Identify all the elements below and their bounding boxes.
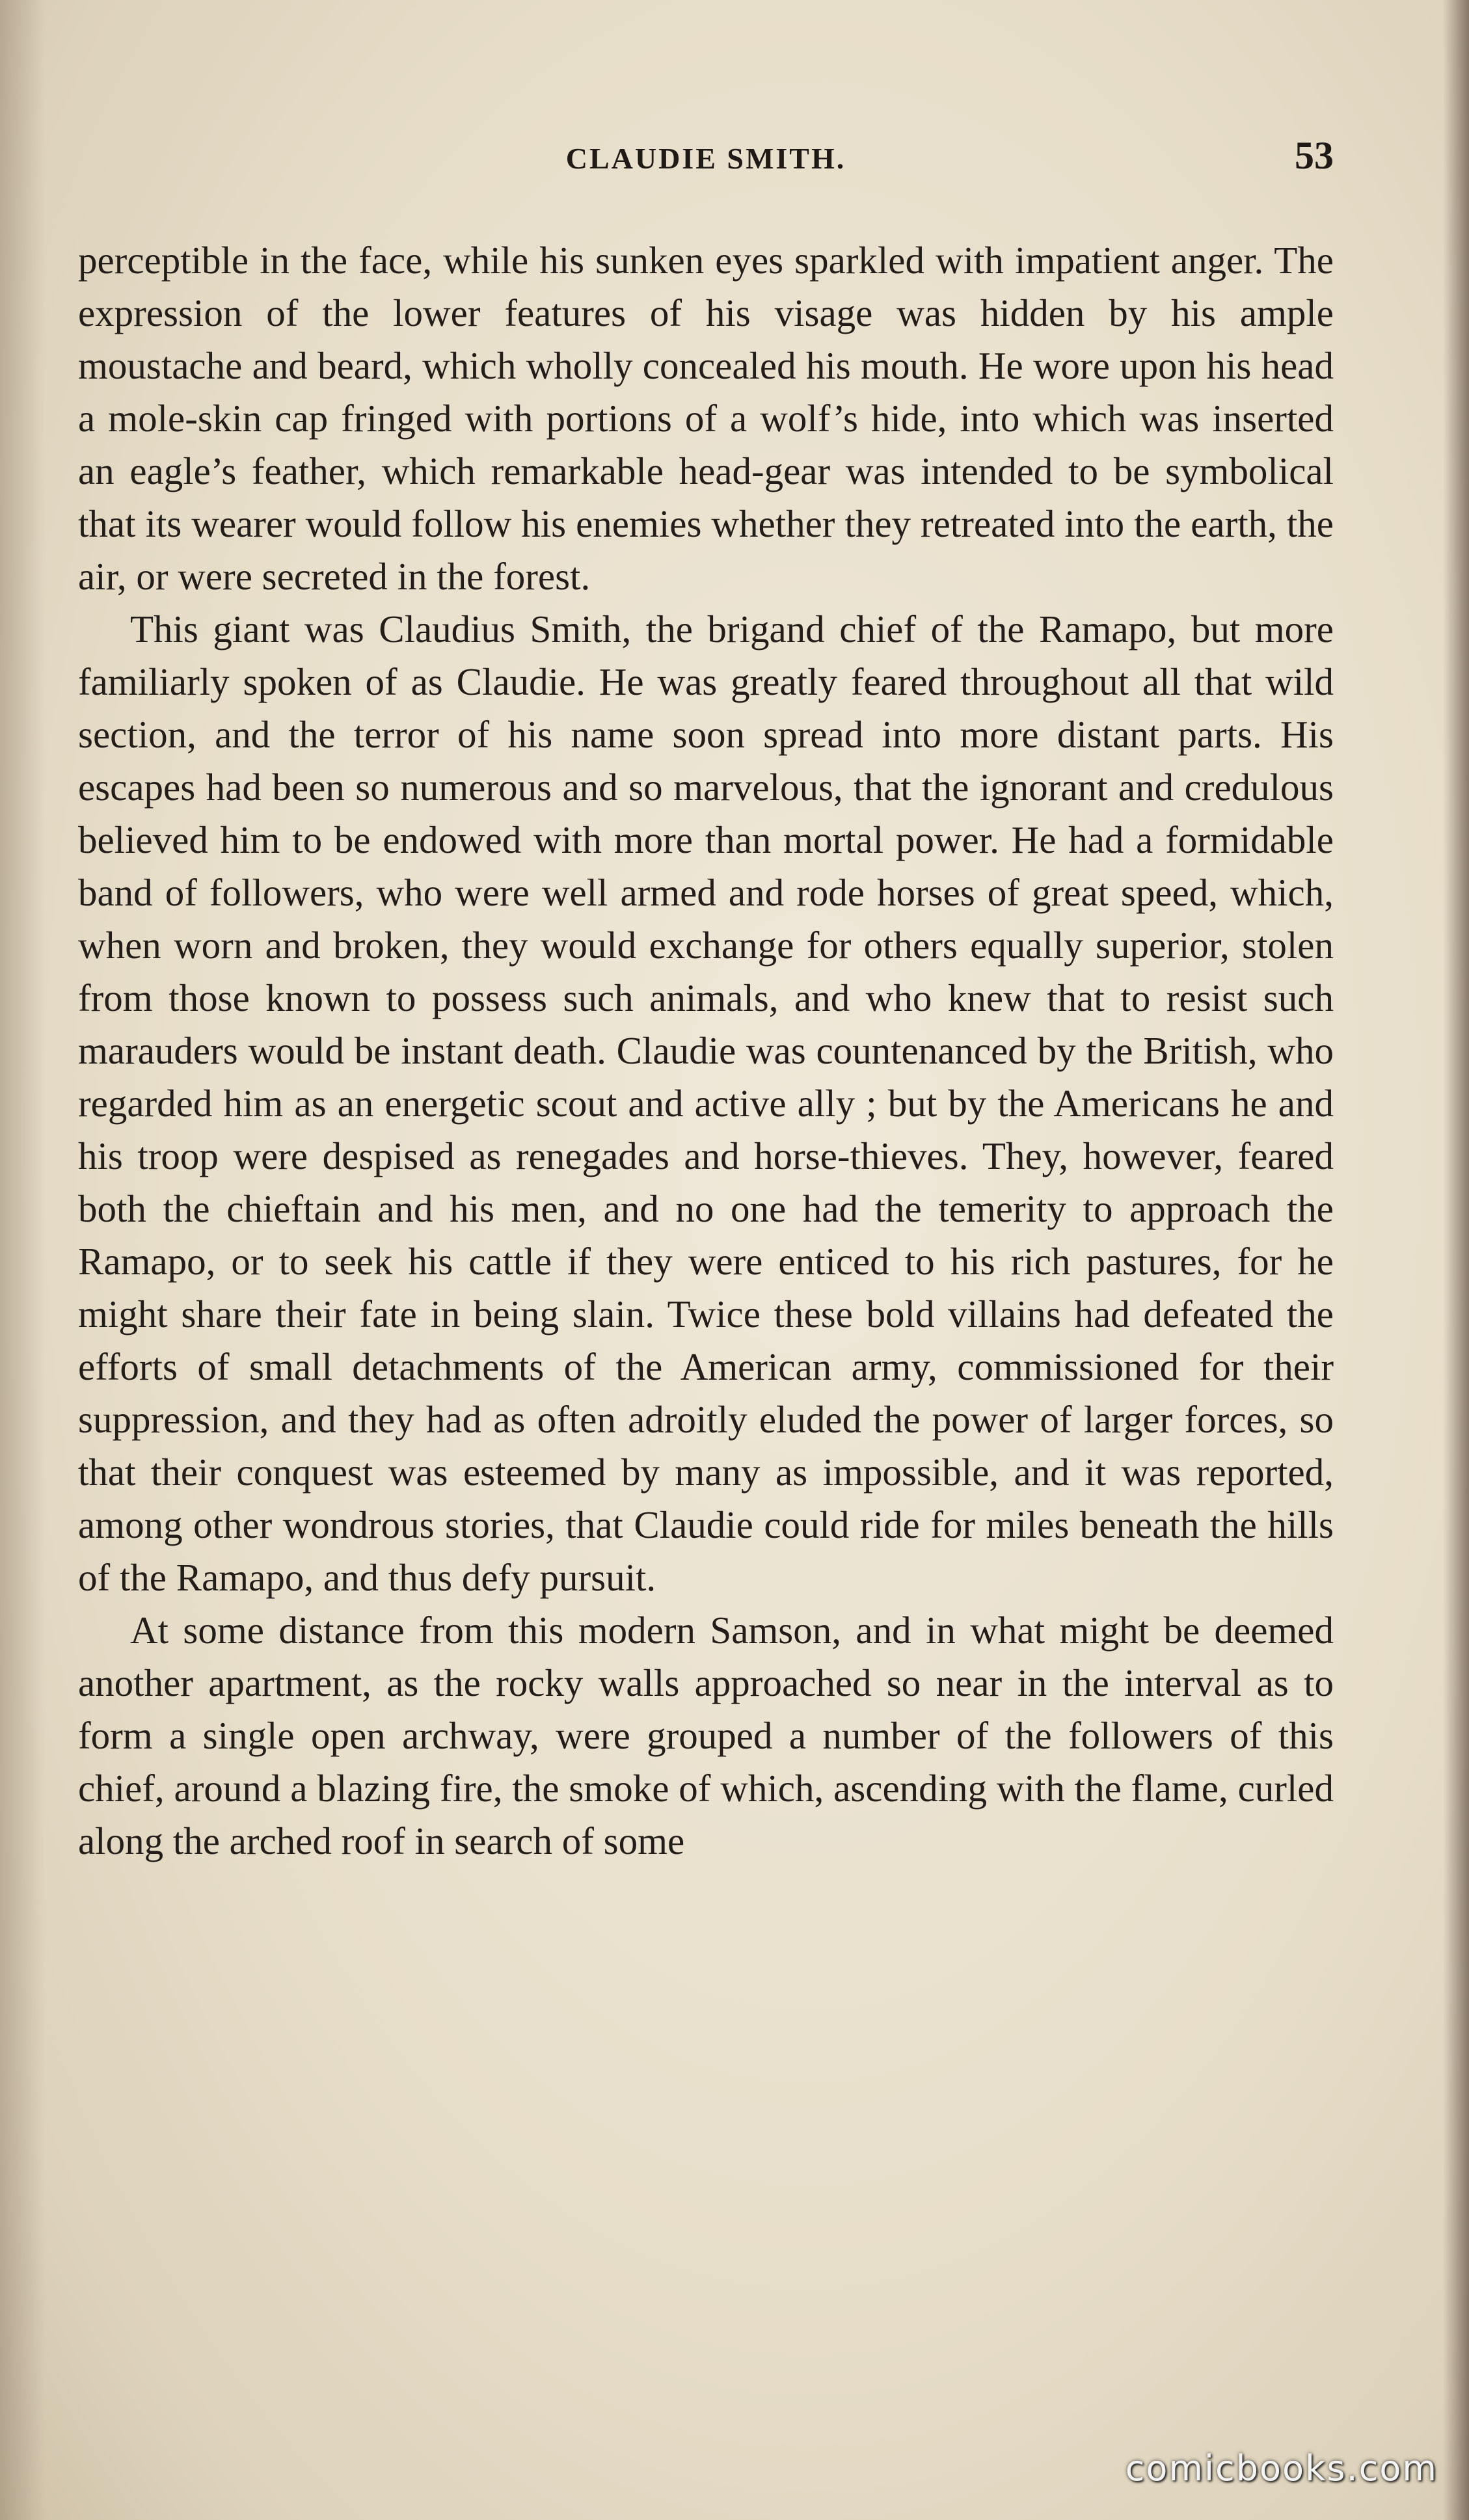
page-number: 53 — [1295, 134, 1334, 177]
watermark: comicbooks.com — [1125, 2448, 1438, 2489]
paragraph-continued: perceptible in the face, while his sunken eyes sparkled with impatient anger. The expression of the lower features of his visage was hidden by his ample moustache and beard, which wholly concealed his mouth. He wore upon his head a mole-skin cap fringed with portions of a wolf’s hide, into which was inserted an eagle’s feather, which remarkable head-gear was intended to be symbolical that its wearer would follow his enemies whether they retreated into the earth, the air, or were secreted in the forest. — [78, 239, 1334, 598]
paragraph-claudius-smith: This giant was Claudius Smith, the brigand chief of the Ramapo, but more familiarly spoken of as Claudie. He was greatly feared throughout all that wild section, and the terror of his name soon spread into more distant parts. His escapes had been so numerous and so marvelous, that the ignorant and credulous believed him to be endowed with more than mortal power. He had a formidable band of followers, who were well armed and rode horses of great speed, which, when worn and broken, they would exchange for others equally superior, stolen from those known to possess such animals, and who knew that to resist such marauders would be instant death. Claudie was countenanced by the British, who regarded him as an energetic scout and active ally ; but by the Americans he and his troop were despised as renegades and horse-thieves. They, however, feared both the chieftain and his men, and no one had the temerity to approach the Ramapo, or to seek his cattle if they were enticed to his rich pastures, for he might share their fate in being slain. Twice these bold villains had defeated the efforts of small detachments of the American army, commissioned for their suppression, and they had as often adroitly eluded the power of larger forces, so that their conquest was esteemed by many as impossible, and it was reported, among other wondrous stories, that Claudie could ride for miles beneath the hills of the Ramapo, and thus defy pursuit. — [78, 608, 1334, 1599]
body-text — [78, 234, 1334, 1868]
running-title: CLAUDIE SMITH. — [565, 142, 846, 175]
paragraph-followers: At some distance from this modern Samson, and in what might be deemed another apartment, as the rocky walls approached so near in the interval as to form a single open archway, were grouped a number of the followers of this chief, around a blazing fire, the smoke of which, ascending with the flame, curled along the arched roof in search of some — [78, 1609, 1334, 1862]
running-head — [78, 133, 1334, 185]
